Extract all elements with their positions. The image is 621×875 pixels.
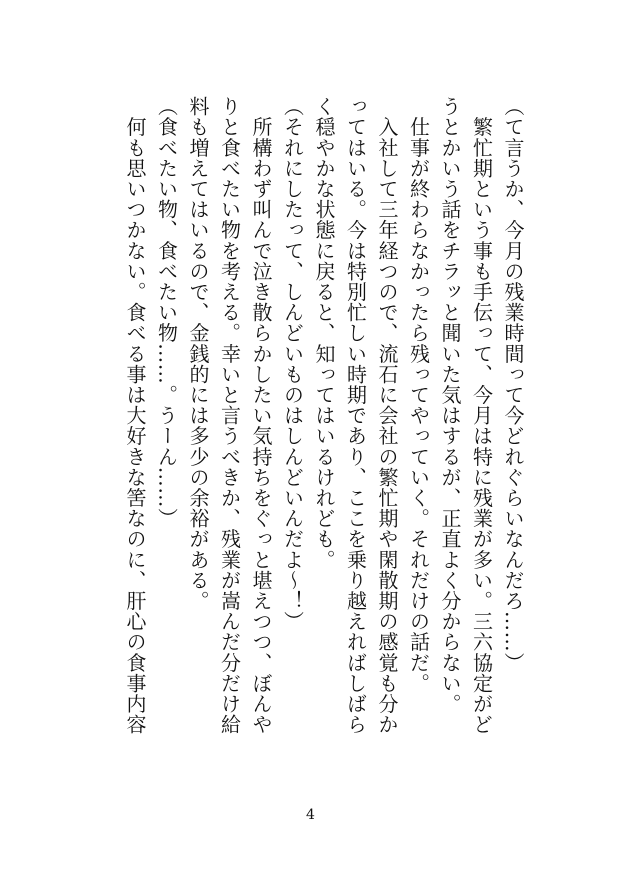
text-line-8: （それにしたって、しんどいものはしんどいんだよ〜！）: [280, 96, 305, 632]
text-line-11: 料も増えてはいるので、金銭的には多少の余裕がある。: [186, 96, 210, 611]
text-line-10: りと食べたい物を考える。幸いと言うべきか、残業が嵩んだ分だけ給: [217, 96, 242, 735]
text-line-12: （食べたい物、食べたい物……。うーん……）: [154, 96, 179, 529]
text-line-13: 何も思いつかない。食べる事は大好きな筈なのに、肝心の食事内容: [123, 96, 147, 735]
text-line-3: うとかいう話をチラッと聞いた気はするが、正直よく分からない。: [438, 96, 462, 714]
text-line-1: （て言うか、今月の残業時間って今どれぐらいなんだろ……）: [501, 96, 525, 673]
page-number: 4: [306, 807, 315, 823]
vertical-text-body: [94, 96, 526, 796]
text-line-7: く穏やかな状態に戻ると、知ってはいるけれども。: [312, 96, 336, 570]
text-line-6: ってはいる。今は特別忙しい時期であり、ここを乗り越えればしばら: [343, 96, 368, 735]
text-line-2: 繁忙期という事も手伝って、今月は特に残業が多い。三六協定がど: [469, 96, 494, 735]
text-line-9: 所構わず叫んで泣き散らかしたい気持ちをぐっと堪えつつ、ぼんや: [249, 96, 273, 735]
text-line-5: 入社して三年経つので、流石に会社の繁忙期や閑散期の感覚も分か: [375, 96, 399, 735]
text-line-4: 仕事が終わらなかったら残ってやっていく。それだけの話だ。: [406, 96, 431, 694]
